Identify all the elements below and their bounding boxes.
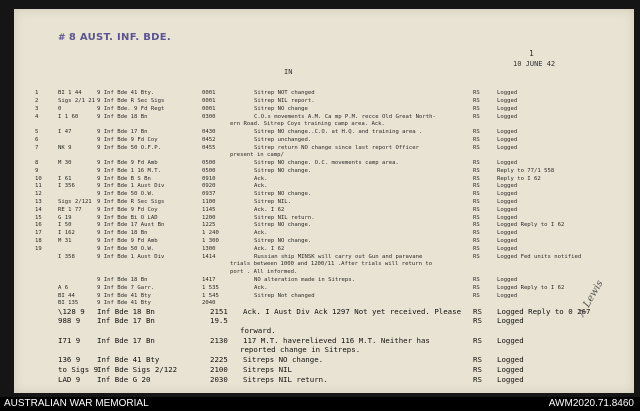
time-of-origin: 0500 <box>202 167 216 174</box>
message-continuation: ern Road. Sitrep Coys training camp area. Ack. <box>230 121 385 128</box>
message-text: Sitrep NO change. O.C. movements camp area. <box>254 159 399 166</box>
time-of-origin: 1 535 <box>202 284 219 291</box>
remarks: Logged <box>497 230 518 237</box>
action-initials: RS <box>473 90 480 96</box>
message-text: Ack. I 62 <box>254 245 285 252</box>
message-text: Ack. <box>254 284 268 291</box>
message-text: Sitrep NOT changed <box>254 90 315 96</box>
action-initials: RS <box>473 253 480 260</box>
serial-number: 17 <box>35 230 42 237</box>
remarks: Logged <box>497 214 518 221</box>
time-of-origin: 0920 <box>202 183 216 190</box>
message-text: Ack. <box>254 230 268 237</box>
from-unit: 9 Inf Bde 50 O.F.P. <box>97 144 161 151</box>
remarks: Logged <box>497 364 524 374</box>
time-of-origin: 2130 <box>210 335 228 345</box>
time-of-origin: 0500 <box>202 159 216 166</box>
remarks: Logged <box>497 292 518 299</box>
originator-ref: \128 9 <box>58 306 85 316</box>
message-text: Sitrep NO change..C.O. at H.Q. and training area . <box>254 128 423 135</box>
serial-number: 4 <box>35 113 39 120</box>
message-continuation: port . All informed. <box>230 269 298 276</box>
originator-ref: I 356 <box>58 183 75 190</box>
message-text: Ack. <box>254 183 268 190</box>
serial-number: 3 <box>35 105 39 112</box>
action-initials: RS <box>473 355 482 365</box>
message-text: Ack. I 62 <box>254 206 285 213</box>
remarks: Logged <box>497 276 518 283</box>
serial-number: 13 <box>35 198 42 205</box>
time-of-origin: 1 240 <box>202 230 219 237</box>
action-initials: RS <box>473 98 480 105</box>
in-header: IN <box>284 68 293 76</box>
remarks: Logged Reply to I 62 <box>497 222 565 229</box>
remarks: Logged <box>497 128 518 135</box>
archive-footer <box>0 397 640 411</box>
from-unit: 9 Inf Bde 41 Bty <box>97 292 151 299</box>
message-continuation: forward. <box>240 325 276 335</box>
from-unit: 9 Inf Bde 41 Bty <box>97 300 151 307</box>
time-of-origin: 2030 <box>210 374 228 384</box>
message-text: Sitrep NO change. <box>254 167 312 174</box>
from-unit: Inf Bde 18 Bn <box>97 306 155 316</box>
message-text: Sitrep NIL. <box>254 198 292 205</box>
from-unit: 9 Inf Bde. 9 Fd Regt <box>97 105 165 112</box>
time-of-origin: 1 300 <box>202 237 219 244</box>
originator-ref: I 47 <box>58 128 72 135</box>
action-initials: RS <box>473 237 480 244</box>
time-of-origin: 19.5 <box>210 316 228 326</box>
action-initials: RS <box>473 214 480 221</box>
stamp-hash-mark: # <box>58 33 66 43</box>
message-continuation: trials between 1000 and 1200/11 .After trials will return to <box>230 261 433 268</box>
time-of-origin: 1 545 <box>202 292 219 299</box>
from-unit: Inf Bde 41 Bty <box>97 355 160 365</box>
remarks: Logged <box>497 113 518 120</box>
message-text: Sitrep NO change <box>254 105 308 112</box>
from-unit: 9 Inf Bde 17 Bn <box>97 128 148 135</box>
from-unit: Inf Bde 17 Bn <box>97 316 155 326</box>
remarks: Reply to I 62 <box>497 175 541 182</box>
action-initials: RS <box>473 198 480 205</box>
remarks: Logged <box>497 237 518 244</box>
message-text: Russian ship MINSK will carry out Gun and paravane <box>254 253 423 260</box>
originator-ref: A 6 <box>58 284 69 291</box>
message-text: 117 M.T. haverelieved 116 M.T. Neither has <box>243 335 430 345</box>
from-unit: 9 Inf Bde 18 Bn <box>97 276 148 283</box>
time-of-origin: 1300 <box>202 245 216 252</box>
time-of-origin: 0937 <box>202 191 216 198</box>
from-unit: 9 Inf Bde 1 Aust Div <box>97 183 165 190</box>
message-text: Sitreps NO change. <box>243 355 324 365</box>
from-unit: 9 Inf Bde 1 16 M.T. <box>97 167 161 174</box>
action-initials: RS <box>473 191 480 198</box>
action-initials: RS <box>473 183 480 190</box>
from-unit: 9 Inf Bde 50 O.W. <box>97 245 155 252</box>
originator-ref: 988 9 <box>58 316 81 326</box>
action-initials: RS <box>473 374 482 384</box>
remarks: Logged <box>497 183 518 190</box>
action-initials: RS <box>473 167 480 174</box>
serial-number: 11 <box>35 183 42 190</box>
remarks: Logged <box>497 144 518 151</box>
handwritten-signature: A Lewis <box>576 278 606 319</box>
message-text: Sitrep unchanged. <box>254 136 312 143</box>
from-unit: 9 Inf Bde 9 Fd Coy <box>97 206 158 213</box>
message-continuation: reported change in Sitreps. <box>240 345 361 355</box>
remarks: Logged <box>497 105 518 112</box>
message-text: C.O.s movements A.M. Ca mp P.M. recce Old Great North- <box>254 113 436 120</box>
message-text: Sitrep Not changed <box>254 292 315 299</box>
serial-number: 9 <box>35 167 39 174</box>
action-initials: RS <box>473 364 482 374</box>
time-of-origin: 1225 <box>202 222 216 229</box>
message-text: Ack. <box>254 175 268 182</box>
remarks: Logged <box>497 316 524 326</box>
from-unit: Inf Bde Sigs 2/122 <box>97 364 178 374</box>
message-text: Sitrep NO change. <box>254 191 312 198</box>
from-unit: Inf Bde G 20 <box>97 374 151 384</box>
from-unit: 9 Inf Bde 18 Bn <box>97 113 148 120</box>
action-initials: RS <box>473 206 480 213</box>
serial-number: 10 <box>35 175 42 182</box>
time-of-origin: 0001 <box>202 90 216 96</box>
time-of-origin: 2040 <box>202 300 216 307</box>
remarks: Logged <box>497 90 518 96</box>
originator-ref: BI 135 <box>58 300 79 307</box>
originator-ref: BI 1 44 <box>58 90 82 96</box>
action-initials: RS <box>473 245 480 252</box>
from-unit: 9 Inf Bde 9 Fd Amb <box>97 159 158 166</box>
originator-ref: 136 9 <box>58 355 81 365</box>
originator-ref: to Sigs 9 <box>58 364 99 374</box>
message-text: Sitrep NIL report. <box>254 98 315 105</box>
remarks: Logged <box>497 335 524 345</box>
action-initials: RS <box>473 144 480 151</box>
time-of-origin: 0430 <box>202 128 216 135</box>
originator-ref: BI 44 <box>58 292 75 299</box>
message-text: Sitrep return NO change since last report Officer <box>254 144 420 151</box>
remarks: Logged <box>497 245 518 252</box>
footer-catalogue-number: AWM2020.71.8460 <box>548 398 634 409</box>
serial-number: 2 <box>35 98 39 105</box>
serial-number: 15 <box>35 214 42 221</box>
from-unit: 9 Inf Bde 50 O.W. <box>97 191 155 198</box>
serial-number: 1 <box>35 90 39 96</box>
originator-ref: I 162 <box>58 230 75 237</box>
action-initials: RS <box>473 113 480 120</box>
time-of-origin: 1100 <box>202 198 216 205</box>
remarks: Reply to 77/1 558 <box>497 167 555 174</box>
from-unit: 9 Inf Bde R Sec Sigs <box>97 98 165 105</box>
remarks: Logged <box>497 374 524 384</box>
remarks: Logged <box>497 159 518 166</box>
message-text: Sitrep NO change. <box>254 222 312 229</box>
remarks: Logged <box>497 198 518 205</box>
serial-number: 16 <box>35 222 42 229</box>
from-unit: 9 Inf Bde 18 Bn <box>97 230 148 237</box>
originator-ref: RE 1 77 <box>58 206 82 213</box>
time-of-origin: 2225 <box>210 355 228 365</box>
action-initials: RS <box>473 284 480 291</box>
action-initials: RS <box>473 316 482 326</box>
serial-number: 7 <box>35 144 39 151</box>
time-of-origin: 2151 <box>210 306 228 316</box>
serial-number: 12 <box>35 191 42 198</box>
remarks: Logged Reply to I 62 <box>497 284 565 291</box>
remarks: Logged Fed units notified <box>497 253 582 260</box>
originator-ref: 0 <box>58 105 62 112</box>
originator-ref: M 31 <box>58 237 72 244</box>
from-unit: 9 Inf Bde 1 Aust Div <box>97 253 165 260</box>
action-initials: RS <box>473 335 482 345</box>
originator-ref: I 50 <box>58 222 72 229</box>
time-of-origin: 1200 <box>202 214 216 221</box>
originator-ref: Sigs 2/1 21 <box>58 98 96 105</box>
remarks: Logged <box>497 191 518 198</box>
time-of-origin: 2100 <box>210 364 228 374</box>
action-initials: RS <box>473 276 480 283</box>
action-initials: RS <box>473 159 480 166</box>
stamp-text: 8 AUST. INF. BDE. <box>68 32 172 43</box>
remarks: Logged Reply to 0 267 <box>497 306 591 316</box>
serial-number: 8 <box>35 159 39 166</box>
from-unit: 9 Inf Bde 9 Fd Amb <box>97 237 158 244</box>
from-unit: Inf Bde 17 Bn <box>97 335 155 345</box>
originator-ref: I 61 <box>58 175 72 182</box>
time-of-origin: 0910 <box>202 175 216 182</box>
remarks: Logged <box>497 206 518 213</box>
serial-number: 6 <box>35 136 39 143</box>
originator-ref: G 19 <box>58 214 72 221</box>
originator-ref: LAD 9 <box>58 374 81 384</box>
action-initials: RS <box>473 136 480 143</box>
action-initials: RS <box>473 230 480 237</box>
action-initials: RS <box>473 128 480 135</box>
originator-ref: I 1 60 <box>58 113 79 120</box>
from-unit: 9 Inf Bde 17 Aust Bn <box>97 222 165 229</box>
page-number: 1 <box>529 49 534 58</box>
message-text: Ack. I Aust Div Ack 1297 Not yet received. Please <box>243 306 462 316</box>
from-unit: 9 Inf Bde Bi O LAD <box>97 214 158 221</box>
time-of-origin: 1145 <box>202 206 216 213</box>
message-text: Sitreps NIL return. <box>243 374 328 384</box>
message-log-sheet <box>14 9 634 393</box>
remarks: Logged <box>497 355 524 365</box>
remarks: Logged <box>497 136 518 143</box>
time-of-origin: 0452 <box>202 136 216 143</box>
action-initials: RS <box>473 105 480 112</box>
serial-number: 19 <box>35 245 42 252</box>
footer-institution: AUSTRALIAN WAR MEMORIAL <box>4 398 149 409</box>
time-of-origin: 1414 <box>202 253 216 260</box>
time-of-origin: 1417 <box>202 276 216 283</box>
originator-ref: M 30 <box>58 159 72 166</box>
originator-ref: NK 9 <box>58 144 72 151</box>
serial-number: 14 <box>35 206 42 213</box>
action-initials: RS <box>473 222 480 229</box>
action-initials: RS <box>473 306 482 316</box>
remarks: Logged <box>497 98 518 105</box>
time-of-origin: 0001 <box>202 98 216 105</box>
log-date: 10 JUNE 42 <box>513 60 556 68</box>
action-initials: RS <box>473 175 480 182</box>
from-unit: 9 Inf Bde 9 Fd Coy <box>97 136 158 143</box>
message-continuation: present in camp/ <box>230 152 284 159</box>
message-text: NO alteration made in Sitreps. <box>254 276 356 283</box>
message-text: Sitreps NIL <box>243 364 292 374</box>
message-text: Sitrep NIL return. <box>254 214 315 221</box>
serial-number: 5 <box>35 128 39 135</box>
time-of-origin: 0300 <box>202 113 216 120</box>
originator-ref: I 358 <box>58 253 75 260</box>
from-unit: 9 Inf Bde 41 Bty. <box>97 90 155 96</box>
message-text: Sitrep NO change. <box>254 237 312 244</box>
from-unit: 9 Inf Bde 7 Garr. <box>97 284 155 291</box>
unit-stamp <box>58 32 171 43</box>
from-unit: 9 Inf Bde R Sec Sigs <box>97 198 165 205</box>
originator-ref: I71 9 <box>58 335 81 345</box>
time-of-origin: 0001 <box>202 105 216 112</box>
originator-ref: Sigs 2/121 <box>58 198 92 205</box>
serial-number: 18 <box>35 237 42 244</box>
action-initials: RS <box>473 292 480 299</box>
time-of-origin: 0455 <box>202 144 216 151</box>
from-unit: 9 Inf Bde B S Bn <box>97 175 151 182</box>
